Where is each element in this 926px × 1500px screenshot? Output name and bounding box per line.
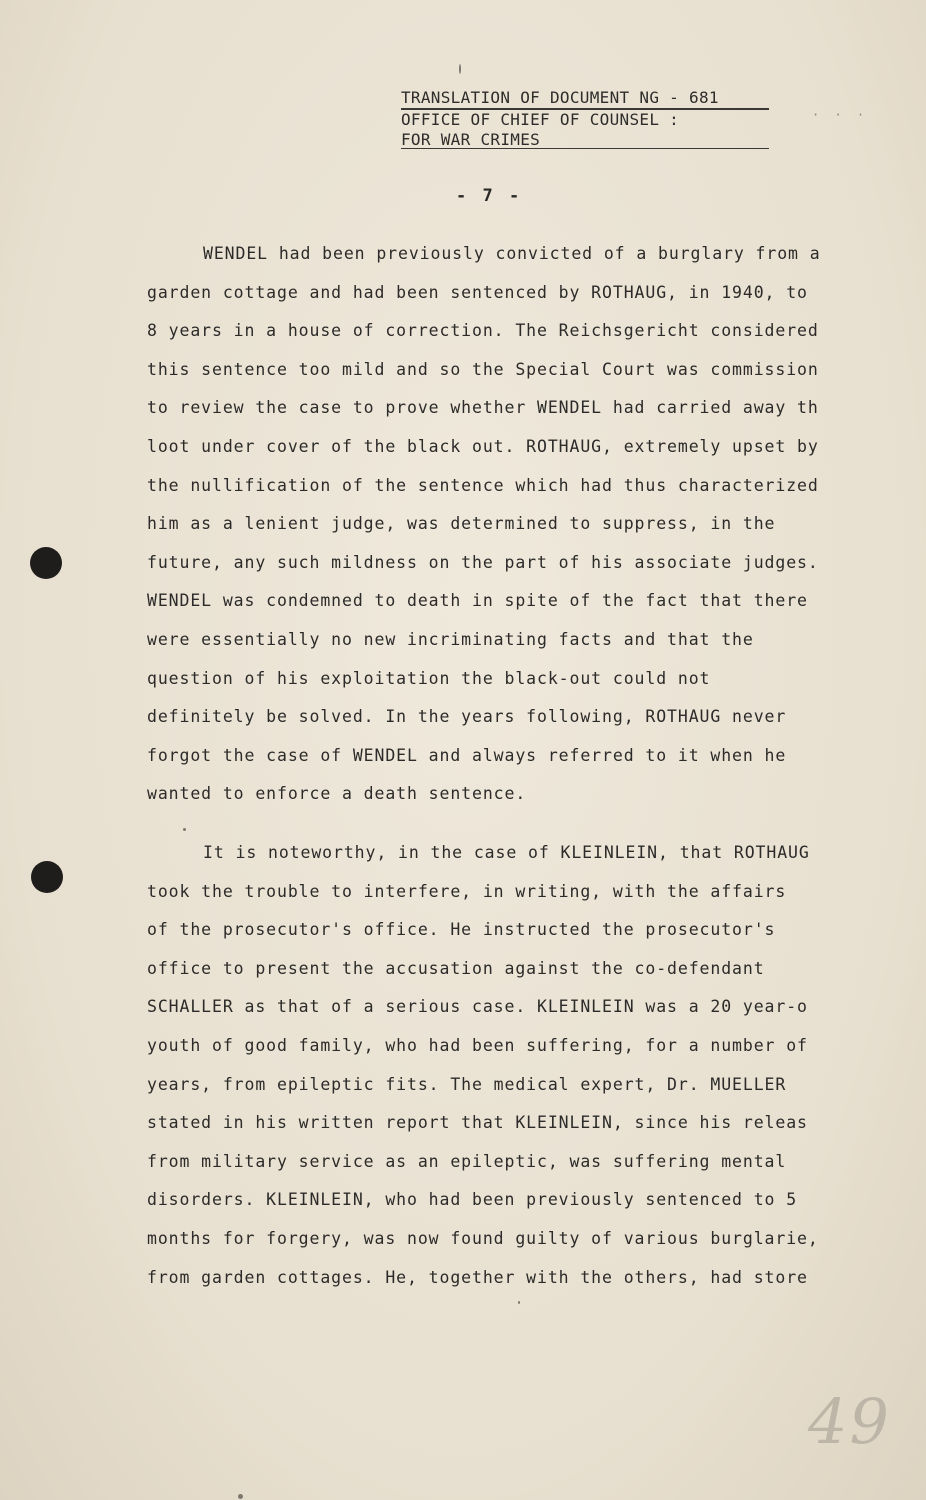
text-line: wanted to enforce a death sentence. [147, 784, 527, 804]
margin-mark: · · · [812, 108, 869, 122]
text-line: garden cottage and had been sentenced by ROTHAUG, in 1940, to [147, 282, 808, 302]
text-line: future, any such mildness on the part of his associate judges. [147, 552, 819, 572]
folio-number: 49 [808, 1385, 891, 1458]
text-line: years, from epileptic fits. The medical expert, Dr. MUELLER [147, 1074, 787, 1094]
text-line: definitely be solved. In the years following, ROTHAUG never [147, 707, 787, 727]
paragraph-wendel [147, 235, 863, 814]
text-line: this sentence too mild and so the Special Court was commission [147, 359, 819, 379]
text-line: WENDEL had been previously convicted of a burglary from a [203, 244, 821, 263]
text-line: WENDEL was condemned to death in spite of the fact that there [147, 591, 808, 611]
text-line: months for forgery, was now found guilty of various burglarie, [147, 1228, 819, 1248]
text-line: from garden cottages. He, together with the others, had store [147, 1267, 808, 1287]
text-line: 8 years in a house of correction. The Reichsgericht considered [147, 321, 819, 341]
header-line-war-crimes: FOR WAR CRIMES [401, 130, 541, 149]
ink-speck [238, 1494, 243, 1499]
text-line: loot under cover of the black out. ROTHAUG, extremely upset by [147, 436, 819, 456]
text-line: forgot the case of WENDEL and always referred to it when he [147, 745, 787, 765]
text-line: disorders. KLEINLEIN, who had been previously sentenced to 5 [147, 1190, 798, 1210]
header-line-office: OFFICE OF CHIEF OF COUNSEL : [401, 110, 680, 129]
text-line: from military service as an epileptic, was suffering mental [147, 1151, 787, 1171]
text-line: question of his exploitation the black-out could not [147, 668, 711, 688]
text-line: stated in his written report that KLEINLEIN, since his releas [147, 1113, 808, 1133]
text-line: It is noteworthy, in the case of KLEINLEIN, that ROTHAUG [203, 843, 810, 862]
text-line: were essentially no new incriminating facts and that the [147, 629, 754, 649]
page-number: - 7 - [456, 186, 523, 206]
ink-speck [518, 1301, 520, 1304]
header-underline [401, 148, 769, 149]
punch-hole-upper [30, 547, 62, 579]
text-line: SCHALLER as that of a serious case. KLEINLEIN was a 20 year-o [147, 997, 808, 1017]
text-line: youth of good family, who had been suffering, for a number of [147, 1035, 808, 1055]
paragraph-kleinlein [147, 834, 863, 1297]
text-line: the nullification of the sentence which had thus characterized [147, 475, 819, 495]
text-line: of the prosecutor's office. He instructed the prosecutor's [147, 920, 776, 940]
text-line: office to present the accusation against the co-defendant [147, 958, 765, 978]
ink-speck [459, 64, 461, 74]
header-line-translation: TRANSLATION OF DOCUMENT NG - 681 [401, 88, 769, 110]
text-line: took the trouble to interfere, in writing, with the affairs [147, 881, 787, 901]
document-header [401, 88, 769, 150]
ink-speck [183, 828, 186, 831]
text-line: him as a lenient judge, was determined to suppress, in the [147, 514, 776, 534]
punch-hole-lower [31, 861, 63, 893]
text-line: to review the case to prove whether WENDEL had carried away th [147, 398, 819, 418]
